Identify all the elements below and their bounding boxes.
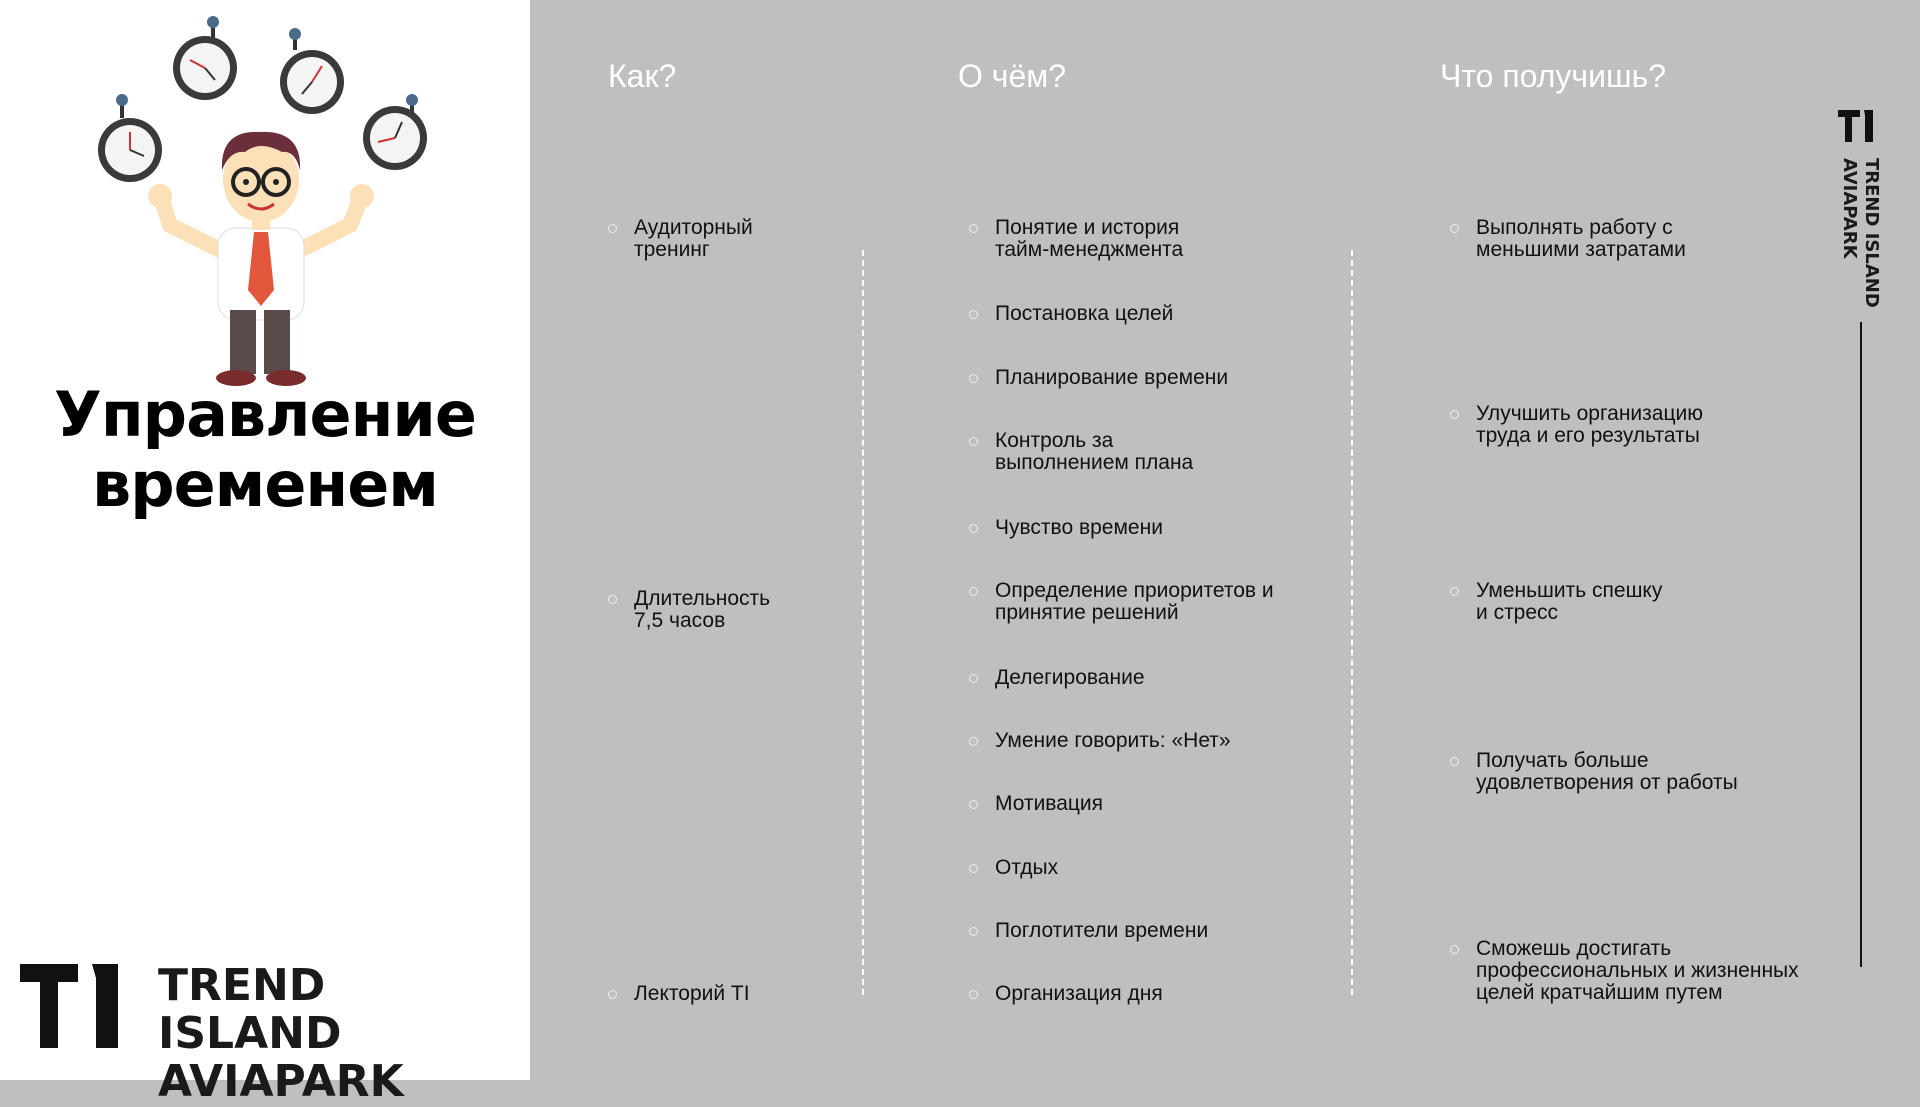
page-title: Управление временем bbox=[54, 378, 476, 521]
column-header-gain: Что получишь? bbox=[1440, 58, 1667, 94]
column-header-how: Как? bbox=[608, 58, 677, 94]
column-divider bbox=[862, 250, 864, 995]
bullet-icon bbox=[608, 990, 617, 999]
list-item: Понятие и история тайм-менеджмента bbox=[995, 217, 1183, 261]
ti-logo-icon bbox=[1838, 110, 1874, 142]
bullet-icon bbox=[608, 595, 617, 604]
list-item: Умение говорить: «Нет» bbox=[995, 730, 1231, 752]
juggling-man-illustration bbox=[50, 10, 470, 390]
bullet-icon bbox=[969, 374, 978, 383]
list-item: Постановка целей bbox=[995, 303, 1173, 325]
bullet-icon bbox=[969, 674, 978, 683]
bullet-icon bbox=[969, 990, 978, 999]
list-item: Отдых bbox=[995, 857, 1058, 879]
side-brand-logo bbox=[1830, 110, 1890, 310]
stopwatch-icon bbox=[98, 94, 162, 182]
bullet-icon bbox=[1450, 587, 1459, 596]
list-item: Выполнять работу с меньшими затратами bbox=[1476, 217, 1686, 261]
list-item: Определение приоритетов и принятие решений bbox=[995, 580, 1274, 624]
list-item: Организация дня bbox=[995, 983, 1163, 1005]
bullet-icon bbox=[1450, 945, 1459, 954]
stopwatch-icon bbox=[363, 94, 427, 170]
stopwatch-icon bbox=[280, 28, 344, 114]
list-item: Получать больше удовлетворения от работы bbox=[1476, 750, 1738, 794]
ti-logo-icon bbox=[20, 964, 120, 1048]
brand-text: TREND ISLAND AVIAPARK bbox=[158, 960, 404, 1107]
bullet-icon bbox=[969, 224, 978, 233]
list-item: Делегирование bbox=[995, 667, 1145, 689]
bullet-icon bbox=[1450, 410, 1459, 419]
bullet-icon bbox=[969, 864, 978, 873]
bullet-icon bbox=[969, 587, 978, 596]
column-divider bbox=[1351, 250, 1353, 995]
list-item: Мотивация bbox=[995, 793, 1103, 815]
bullet-icon bbox=[969, 310, 978, 319]
list-item: Чувство времени bbox=[995, 517, 1163, 539]
list-item: Сможешь достигать профессиональных и жизненных целей кратчайшим путем bbox=[1476, 938, 1799, 1004]
column-header-about: О чём? bbox=[958, 58, 1067, 94]
bullet-icon bbox=[1450, 224, 1459, 233]
list-item: Улучшить организацию труда и его результаты bbox=[1476, 403, 1703, 447]
bullet-icon bbox=[969, 437, 978, 446]
stopwatch-icon bbox=[173, 16, 237, 100]
bullet-icon bbox=[1450, 757, 1459, 766]
cartoon-man-illustration bbox=[148, 132, 374, 386]
list-item: Планирование времени bbox=[995, 367, 1228, 389]
list-item: Лекторий TI bbox=[634, 983, 750, 1005]
bullet-icon bbox=[608, 224, 617, 233]
list-item: Контроль за выполнением плана bbox=[995, 430, 1193, 474]
list-item: Уменьшить спешку и стресс bbox=[1476, 580, 1662, 624]
list-item: Поглотители времени bbox=[995, 920, 1208, 942]
bullet-icon bbox=[969, 737, 978, 746]
bullet-icon bbox=[969, 800, 978, 809]
bullet-icon bbox=[969, 927, 978, 936]
side-brand-text: TREND ISLAND AVIAPARK bbox=[1839, 158, 1882, 308]
bullet-icon bbox=[969, 524, 978, 533]
brand-logo bbox=[20, 960, 500, 1107]
left-panel bbox=[0, 0, 530, 1107]
list-item: Аудиторный тренинг bbox=[634, 217, 753, 261]
side-vertical-line bbox=[1860, 322, 1862, 967]
list-item: Длительность 7,5 часов bbox=[634, 588, 770, 632]
